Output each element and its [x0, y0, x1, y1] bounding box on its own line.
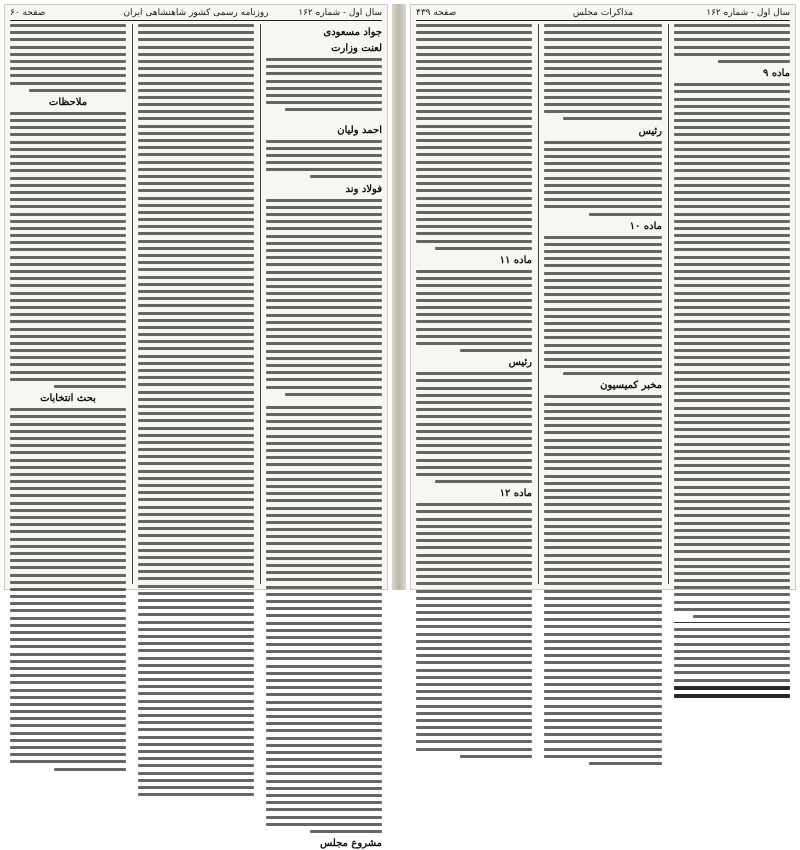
right-subhead-6: رئیس [508, 357, 532, 369]
left-subhead-3: احمد ولیان [337, 124, 382, 136]
right-subhead-3: ماده ۱۰ [629, 220, 662, 232]
right-subhead-5: ماده ۱۱ [499, 255, 532, 266]
left-subhead-4: فولاد وند [345, 183, 382, 195]
right-subhead-7: ماده ۱۲ [499, 488, 532, 500]
right-page [410, 4, 796, 590]
left-header-page-number: صفحه ۶۰ [10, 8, 46, 18]
right-subhead-1: ماده ۹ [763, 68, 790, 80]
left-header-title: روزنامه رسمی کشور شاهنشاهی ایران [123, 8, 269, 18]
right-subhead-2: رئیس [638, 125, 662, 137]
left-column-rule-1 [132, 24, 133, 584]
left-subhead-5: ملاحظات [48, 96, 88, 108]
right-page-header [416, 6, 790, 21]
left-subhead-1: جواد مسعودی [323, 27, 382, 38]
left-subhead-7: مشروع مجلس [320, 838, 382, 850]
left-page [4, 4, 388, 850]
left-subhead-2: لعنت وزارت [331, 43, 382, 54]
left-column-b [138, 24, 254, 586]
left-page-header [10, 6, 382, 21]
right-header-page-number: صفحه ۴۳۹ [416, 8, 457, 18]
left-column-a [266, 24, 382, 850]
right-header-issue: سال اول - شماره ۱۶۲ [706, 8, 790, 18]
left-column-c [10, 24, 126, 586]
right-column-c [416, 24, 532, 586]
left-header-issue: سال اول - شماره ۱۶۲ [298, 8, 382, 18]
left-subhead-6: بحث انتخابات [40, 393, 96, 405]
right-subhead-4: مخبر کمیسیون [600, 380, 662, 392]
left-column-rule-2 [260, 24, 261, 584]
right-column-rule-2 [668, 24, 669, 584]
page-gutter [392, 4, 406, 590]
right-header-title: مذاکرات مجلس [572, 8, 634, 18]
right-column-a [674, 24, 790, 586]
right-column-rule-1 [538, 24, 539, 584]
right-column-b [544, 24, 662, 586]
